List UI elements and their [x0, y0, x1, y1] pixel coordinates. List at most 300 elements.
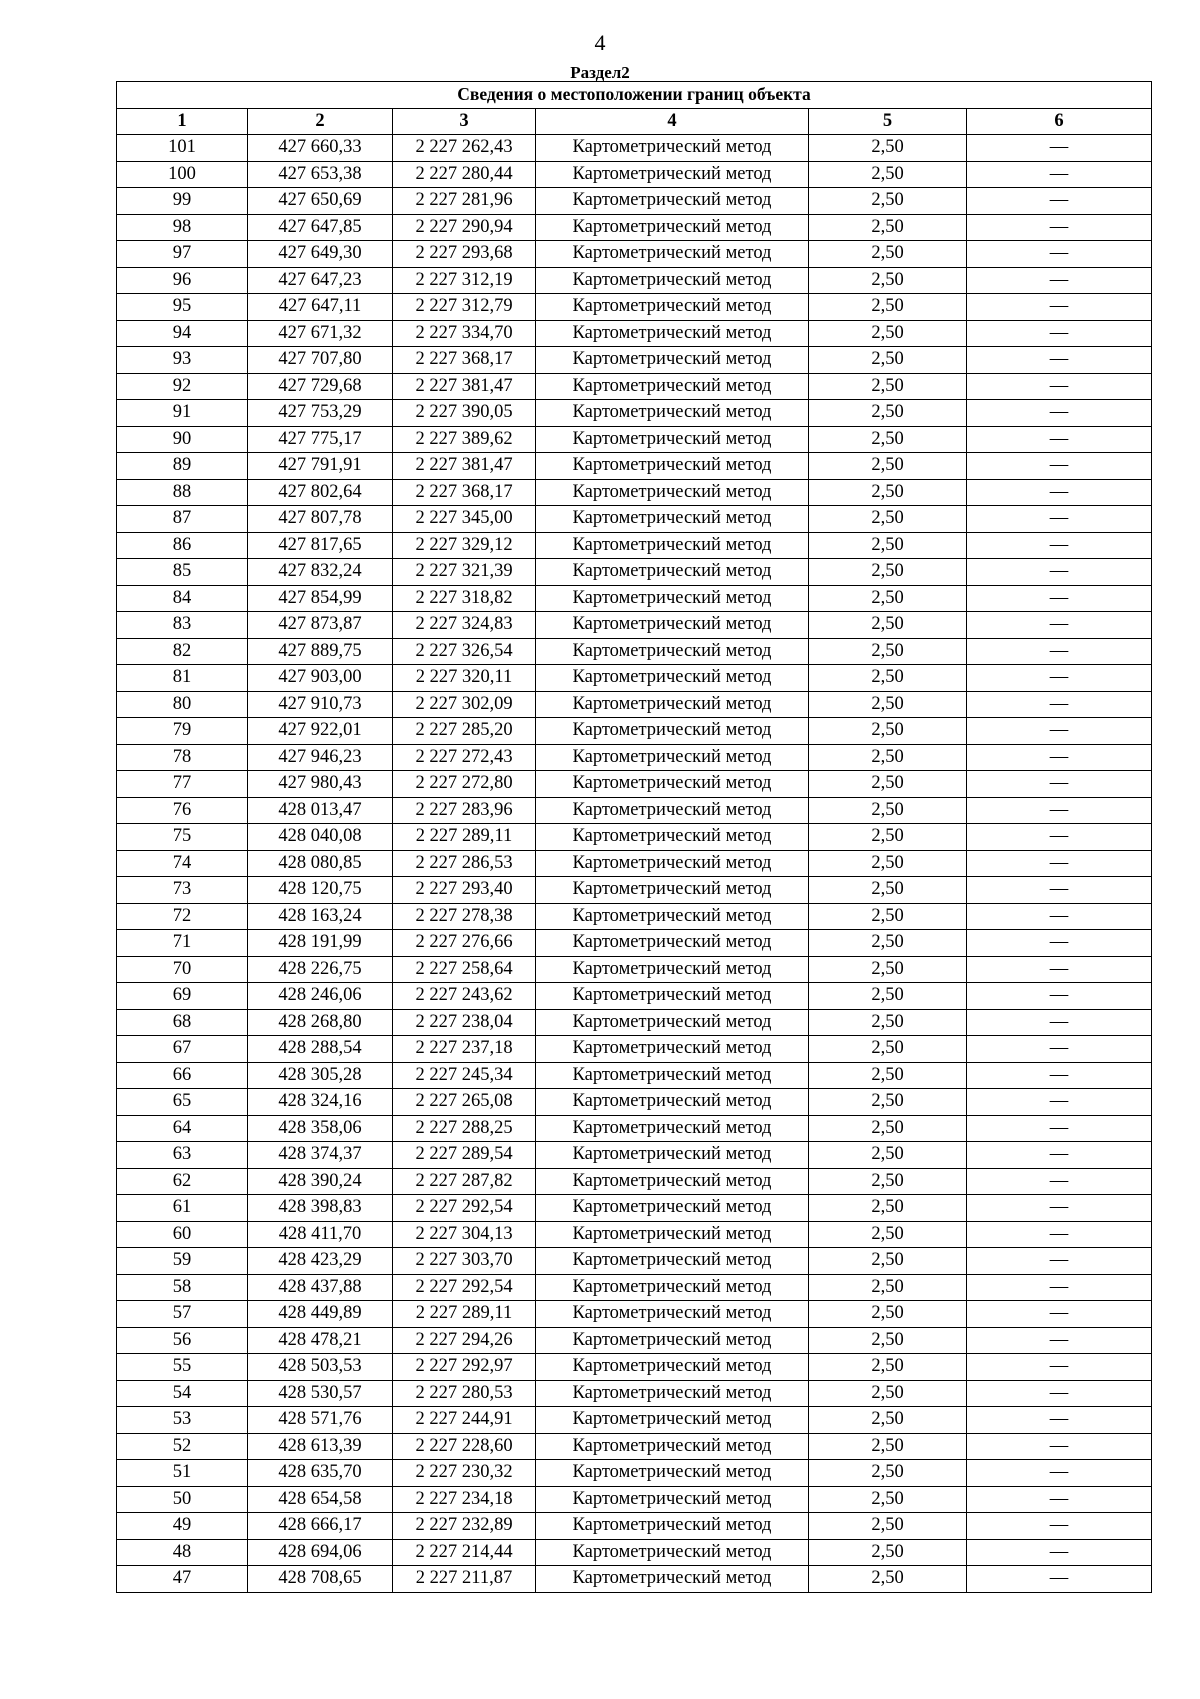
note-cell: —	[967, 744, 1152, 771]
note-cell: —	[967, 718, 1152, 745]
accuracy-cell: 2,50	[809, 1301, 967, 1328]
y-coordinate-cell: 2 227 312,19	[393, 267, 536, 294]
note-cell: —	[967, 1115, 1152, 1142]
method-cell: Картометрический метод	[536, 1248, 809, 1275]
method-cell: Картометрический метод	[536, 612, 809, 639]
table-row	[117, 400, 1152, 427]
table-row	[117, 1168, 1152, 1195]
y-coordinate-cell: 2 227 329,12	[393, 532, 536, 559]
method-cell: Картометрический метод	[536, 956, 809, 983]
x-coordinate-cell: 428 437,88	[248, 1274, 393, 1301]
accuracy-cell: 2,50	[809, 718, 967, 745]
method-cell: Картометрический метод	[536, 1513, 809, 1540]
x-coordinate-cell: 427 671,32	[248, 320, 393, 347]
point-number-cell: 101	[117, 135, 248, 162]
y-coordinate-cell: 2 227 304,13	[393, 1221, 536, 1248]
point-number-cell: 98	[117, 214, 248, 241]
x-coordinate-cell: 428 358,06	[248, 1115, 393, 1142]
y-coordinate-cell: 2 227 238,04	[393, 1009, 536, 1036]
x-coordinate-cell: 427 653,38	[248, 161, 393, 188]
y-coordinate-cell: 2 227 243,62	[393, 983, 536, 1010]
point-number-cell: 49	[117, 1513, 248, 1540]
table-row	[117, 294, 1152, 321]
table-row	[117, 1354, 1152, 1381]
note-cell: —	[967, 1301, 1152, 1328]
table-caption: Сведения о местоположении границ объекта	[117, 82, 1152, 109]
method-cell: Картометрический метод	[536, 559, 809, 586]
accuracy-cell: 2,50	[809, 1195, 967, 1222]
x-coordinate-cell: 428 305,28	[248, 1062, 393, 1089]
note-cell: —	[967, 1486, 1152, 1513]
boundary-coordinates-table	[116, 81, 1152, 1593]
column-header: 4	[536, 108, 809, 135]
note-cell: —	[967, 956, 1152, 983]
x-coordinate-cell: 428 163,24	[248, 903, 393, 930]
table-row	[117, 1301, 1152, 1328]
table-row	[117, 797, 1152, 824]
accuracy-cell: 2,50	[809, 1036, 967, 1063]
y-coordinate-cell: 2 227 280,44	[393, 161, 536, 188]
point-number-cell: 86	[117, 532, 248, 559]
point-number-cell: 94	[117, 320, 248, 347]
y-coordinate-cell: 2 227 234,18	[393, 1486, 536, 1513]
x-coordinate-cell: 427 903,00	[248, 665, 393, 692]
note-cell: —	[967, 1142, 1152, 1169]
table-row	[117, 373, 1152, 400]
note-cell: —	[967, 665, 1152, 692]
x-coordinate-cell: 428 080,85	[248, 850, 393, 877]
point-number-cell: 56	[117, 1327, 248, 1354]
point-number-cell: 90	[117, 426, 248, 453]
table-row	[117, 1380, 1152, 1407]
note-cell: —	[967, 877, 1152, 904]
table-row	[117, 426, 1152, 453]
point-number-cell: 85	[117, 559, 248, 586]
method-cell: Картометрический метод	[536, 426, 809, 453]
y-coordinate-cell: 2 227 262,43	[393, 135, 536, 162]
x-coordinate-cell: 428 694,06	[248, 1539, 393, 1566]
method-cell: Картометрический метод	[536, 1089, 809, 1116]
x-coordinate-cell: 427 649,30	[248, 241, 393, 268]
accuracy-cell: 2,50	[809, 1566, 967, 1593]
x-coordinate-cell: 428 120,75	[248, 877, 393, 904]
y-coordinate-cell: 2 227 292,54	[393, 1274, 536, 1301]
method-cell: Картометрический метод	[536, 400, 809, 427]
table-row	[117, 771, 1152, 798]
accuracy-cell: 2,50	[809, 956, 967, 983]
y-coordinate-cell: 2 227 245,34	[393, 1062, 536, 1089]
x-coordinate-cell: 427 791,91	[248, 453, 393, 480]
point-number-cell: 55	[117, 1354, 248, 1381]
x-coordinate-cell: 427 910,73	[248, 691, 393, 718]
method-cell: Картометрический метод	[536, 930, 809, 957]
table-row	[117, 1142, 1152, 1169]
column-header: 5	[809, 108, 967, 135]
table-row	[117, 1407, 1152, 1434]
method-cell: Картометрический метод	[536, 1036, 809, 1063]
point-number-cell: 79	[117, 718, 248, 745]
note-cell: —	[967, 1539, 1152, 1566]
point-number-cell: 53	[117, 1407, 248, 1434]
x-coordinate-cell: 428 013,47	[248, 797, 393, 824]
note-cell: —	[967, 347, 1152, 374]
section-title: Раздел2	[570, 63, 630, 82]
method-cell: Картометрический метод	[536, 1274, 809, 1301]
method-cell: Картометрический метод	[536, 1354, 809, 1381]
y-coordinate-cell: 2 227 302,09	[393, 691, 536, 718]
note-cell: —	[967, 903, 1152, 930]
note-cell: —	[967, 1566, 1152, 1593]
point-number-cell: 66	[117, 1062, 248, 1089]
x-coordinate-cell: 427 647,23	[248, 267, 393, 294]
method-cell: Картометрический метод	[536, 665, 809, 692]
point-number-cell: 97	[117, 241, 248, 268]
note-cell: —	[967, 532, 1152, 559]
table-row	[117, 638, 1152, 665]
x-coordinate-cell: 427 922,01	[248, 718, 393, 745]
accuracy-cell: 2,50	[809, 347, 967, 374]
x-coordinate-cell: 427 729,68	[248, 373, 393, 400]
method-cell: Картометрический метод	[536, 850, 809, 877]
accuracy-cell: 2,50	[809, 161, 967, 188]
point-number-cell: 71	[117, 930, 248, 957]
note-cell: —	[967, 930, 1152, 957]
x-coordinate-cell: 428 654,58	[248, 1486, 393, 1513]
table-header-row	[117, 108, 1152, 135]
accuracy-cell: 2,50	[809, 426, 967, 453]
accuracy-cell: 2,50	[809, 1221, 967, 1248]
table-row	[117, 1195, 1152, 1222]
note-cell: —	[967, 1433, 1152, 1460]
table-row	[117, 1433, 1152, 1460]
accuracy-cell: 2,50	[809, 1248, 967, 1275]
x-coordinate-cell: 428 191,99	[248, 930, 393, 957]
table-row	[117, 214, 1152, 241]
table-row	[117, 1513, 1152, 1540]
accuracy-cell: 2,50	[809, 1142, 967, 1169]
accuracy-cell: 2,50	[809, 612, 967, 639]
accuracy-cell: 2,50	[809, 771, 967, 798]
note-cell: —	[967, 983, 1152, 1010]
method-cell: Картометрический метод	[536, 824, 809, 851]
x-coordinate-cell: 427 889,75	[248, 638, 393, 665]
point-number-cell: 82	[117, 638, 248, 665]
x-coordinate-cell: 428 449,89	[248, 1301, 393, 1328]
note-cell: —	[967, 400, 1152, 427]
table-row	[117, 956, 1152, 983]
note-cell: —	[967, 1513, 1152, 1540]
x-coordinate-cell: 428 666,17	[248, 1513, 393, 1540]
accuracy-cell: 2,50	[809, 373, 967, 400]
point-number-cell: 58	[117, 1274, 248, 1301]
y-coordinate-cell: 2 227 321,39	[393, 559, 536, 586]
accuracy-cell: 2,50	[809, 1433, 967, 1460]
y-coordinate-cell: 2 227 244,91	[393, 1407, 536, 1434]
accuracy-cell: 2,50	[809, 691, 967, 718]
note-cell: —	[967, 1407, 1152, 1434]
note-cell: —	[967, 479, 1152, 506]
method-cell: Картометрический метод	[536, 135, 809, 162]
accuracy-cell: 2,50	[809, 532, 967, 559]
accuracy-cell: 2,50	[809, 188, 967, 215]
y-coordinate-cell: 2 227 324,83	[393, 612, 536, 639]
x-coordinate-cell: 427 753,29	[248, 400, 393, 427]
note-cell: —	[967, 612, 1152, 639]
accuracy-cell: 2,50	[809, 1089, 967, 1116]
accuracy-cell: 2,50	[809, 824, 967, 851]
method-cell: Картометрический метод	[536, 1062, 809, 1089]
accuracy-cell: 2,50	[809, 1486, 967, 1513]
y-coordinate-cell: 2 227 294,26	[393, 1327, 536, 1354]
accuracy-cell: 2,50	[809, 400, 967, 427]
accuracy-cell: 2,50	[809, 1009, 967, 1036]
point-number-cell: 65	[117, 1089, 248, 1116]
y-coordinate-cell: 2 227 286,53	[393, 850, 536, 877]
accuracy-cell: 2,50	[809, 585, 967, 612]
point-number-cell: 87	[117, 506, 248, 533]
table-row	[117, 850, 1152, 877]
column-header: 1	[117, 108, 248, 135]
x-coordinate-cell: 427 650,69	[248, 188, 393, 215]
note-cell: —	[967, 453, 1152, 480]
table-row	[117, 691, 1152, 718]
point-number-cell: 89	[117, 453, 248, 480]
note-cell: —	[967, 267, 1152, 294]
note-cell: —	[967, 559, 1152, 586]
note-cell: —	[967, 1274, 1152, 1301]
x-coordinate-cell: 428 423,29	[248, 1248, 393, 1275]
method-cell: Картометрический метод	[536, 585, 809, 612]
table-row	[117, 320, 1152, 347]
note-cell: —	[967, 1327, 1152, 1354]
method-cell: Картометрический метод	[536, 453, 809, 480]
point-number-cell: 60	[117, 1221, 248, 1248]
y-coordinate-cell: 2 227 280,53	[393, 1380, 536, 1407]
y-coordinate-cell: 2 227 389,62	[393, 426, 536, 453]
method-cell: Картометрический метод	[536, 1380, 809, 1407]
note-cell: —	[967, 373, 1152, 400]
method-cell: Картометрический метод	[536, 1407, 809, 1434]
y-coordinate-cell: 2 227 293,68	[393, 241, 536, 268]
note-cell: —	[967, 1195, 1152, 1222]
x-coordinate-cell: 427 647,11	[248, 294, 393, 321]
note-cell: —	[967, 585, 1152, 612]
y-coordinate-cell: 2 227 345,00	[393, 506, 536, 533]
accuracy-cell: 2,50	[809, 135, 967, 162]
y-coordinate-cell: 2 227 292,97	[393, 1354, 536, 1381]
y-coordinate-cell: 2 227 334,70	[393, 320, 536, 347]
note-cell: —	[967, 1168, 1152, 1195]
accuracy-cell: 2,50	[809, 479, 967, 506]
y-coordinate-cell: 2 227 381,47	[393, 453, 536, 480]
y-coordinate-cell: 2 227 211,87	[393, 1566, 536, 1593]
point-number-cell: 51	[117, 1460, 248, 1487]
method-cell: Картометрический метод	[536, 479, 809, 506]
x-coordinate-cell: 428 411,70	[248, 1221, 393, 1248]
note-cell: —	[967, 214, 1152, 241]
table-row	[117, 1089, 1152, 1116]
method-cell: Картометрический метод	[536, 903, 809, 930]
x-coordinate-cell: 428 374,37	[248, 1142, 393, 1169]
x-coordinate-cell: 427 775,17	[248, 426, 393, 453]
note-cell: —	[967, 1248, 1152, 1275]
point-number-cell: 92	[117, 373, 248, 400]
accuracy-cell: 2,50	[809, 506, 967, 533]
y-coordinate-cell: 2 227 214,44	[393, 1539, 536, 1566]
point-number-cell: 64	[117, 1115, 248, 1142]
table-row	[117, 1566, 1152, 1593]
point-number-cell: 72	[117, 903, 248, 930]
point-number-cell: 91	[117, 400, 248, 427]
method-cell: Картометрический метод	[536, 1142, 809, 1169]
y-coordinate-cell: 2 227 292,54	[393, 1195, 536, 1222]
x-coordinate-cell: 428 503,53	[248, 1354, 393, 1381]
method-cell: Картометрический метод	[536, 797, 809, 824]
y-coordinate-cell: 2 227 230,32	[393, 1460, 536, 1487]
method-cell: Картометрический метод	[536, 1327, 809, 1354]
x-coordinate-cell: 428 708,65	[248, 1566, 393, 1593]
table-row	[117, 453, 1152, 480]
point-number-cell: 47	[117, 1566, 248, 1593]
table-row	[117, 585, 1152, 612]
point-number-cell: 67	[117, 1036, 248, 1063]
y-coordinate-cell: 2 227 326,54	[393, 638, 536, 665]
table-row	[117, 612, 1152, 639]
method-cell: Картометрический метод	[536, 1221, 809, 1248]
table-row	[117, 1036, 1152, 1063]
note-cell: —	[967, 320, 1152, 347]
x-coordinate-cell: 428 246,06	[248, 983, 393, 1010]
point-number-cell: 96	[117, 267, 248, 294]
y-coordinate-cell: 2 227 290,94	[393, 214, 536, 241]
method-cell: Картометрический метод	[536, 877, 809, 904]
x-coordinate-cell: 427 873,87	[248, 612, 393, 639]
accuracy-cell: 2,50	[809, 1407, 967, 1434]
accuracy-cell: 2,50	[809, 877, 967, 904]
point-number-cell: 75	[117, 824, 248, 851]
y-coordinate-cell: 2 227 303,70	[393, 1248, 536, 1275]
x-coordinate-cell: 428 530,57	[248, 1380, 393, 1407]
table-row	[117, 161, 1152, 188]
x-coordinate-cell: 428 390,24	[248, 1168, 393, 1195]
method-cell: Картометрический метод	[536, 373, 809, 400]
point-number-cell: 59	[117, 1248, 248, 1275]
y-coordinate-cell: 2 227 281,96	[393, 188, 536, 215]
point-number-cell: 77	[117, 771, 248, 798]
accuracy-cell: 2,50	[809, 930, 967, 957]
table-row	[117, 903, 1152, 930]
note-cell: —	[967, 188, 1152, 215]
point-number-cell: 99	[117, 188, 248, 215]
method-cell: Картометрический метод	[536, 1115, 809, 1142]
table-row	[117, 532, 1152, 559]
point-number-cell: 61	[117, 1195, 248, 1222]
y-coordinate-cell: 2 227 320,11	[393, 665, 536, 692]
table-row	[117, 559, 1152, 586]
note-cell: —	[967, 426, 1152, 453]
point-number-cell: 84	[117, 585, 248, 612]
point-number-cell: 93	[117, 347, 248, 374]
table-row	[117, 135, 1152, 162]
point-number-cell: 63	[117, 1142, 248, 1169]
x-coordinate-cell: 427 807,78	[248, 506, 393, 533]
x-coordinate-cell: 427 832,24	[248, 559, 393, 586]
accuracy-cell: 2,50	[809, 267, 967, 294]
point-number-cell: 83	[117, 612, 248, 639]
table-row	[117, 877, 1152, 904]
y-coordinate-cell: 2 227 228,60	[393, 1433, 536, 1460]
x-coordinate-cell: 428 571,76	[248, 1407, 393, 1434]
method-cell: Картометрический метод	[536, 347, 809, 374]
table-row	[117, 347, 1152, 374]
accuracy-cell: 2,50	[809, 665, 967, 692]
table-row	[117, 1486, 1152, 1513]
y-coordinate-cell: 2 227 381,47	[393, 373, 536, 400]
accuracy-cell: 2,50	[809, 1115, 967, 1142]
table-row	[117, 1248, 1152, 1275]
table-row	[117, 1327, 1152, 1354]
table-row	[117, 506, 1152, 533]
table-row	[117, 1062, 1152, 1089]
table-row	[117, 479, 1152, 506]
accuracy-cell: 2,50	[809, 241, 967, 268]
note-cell: —	[967, 1380, 1152, 1407]
point-number-cell: 68	[117, 1009, 248, 1036]
page-number: 4	[594, 30, 606, 55]
note-cell: —	[967, 638, 1152, 665]
y-coordinate-cell: 2 227 289,11	[393, 824, 536, 851]
table-row	[117, 665, 1152, 692]
note-cell: —	[967, 850, 1152, 877]
point-number-cell: 88	[117, 479, 248, 506]
y-coordinate-cell: 2 227 368,17	[393, 479, 536, 506]
method-cell: Картометрический метод	[536, 161, 809, 188]
note-cell: —	[967, 824, 1152, 851]
accuracy-cell: 2,50	[809, 1513, 967, 1540]
point-number-cell: 74	[117, 850, 248, 877]
note-cell: —	[967, 691, 1152, 718]
point-number-cell: 73	[117, 877, 248, 904]
table-row	[117, 1460, 1152, 1487]
y-coordinate-cell: 2 227 390,05	[393, 400, 536, 427]
table-row	[117, 983, 1152, 1010]
y-coordinate-cell: 2 227 288,25	[393, 1115, 536, 1142]
x-coordinate-cell: 428 268,80	[248, 1009, 393, 1036]
accuracy-cell: 2,50	[809, 1380, 967, 1407]
point-number-cell: 57	[117, 1301, 248, 1328]
method-cell: Картометрический метод	[536, 1539, 809, 1566]
y-coordinate-cell: 2 227 258,64	[393, 956, 536, 983]
table-row	[117, 1009, 1152, 1036]
x-coordinate-cell: 427 854,99	[248, 585, 393, 612]
note-cell: —	[967, 797, 1152, 824]
point-number-cell: 70	[117, 956, 248, 983]
point-number-cell: 80	[117, 691, 248, 718]
x-coordinate-cell: 428 040,08	[248, 824, 393, 851]
table-caption-row	[117, 82, 1152, 109]
method-cell: Картометрический метод	[536, 983, 809, 1010]
point-number-cell: 78	[117, 744, 248, 771]
note-cell: —	[967, 1221, 1152, 1248]
note-cell: —	[967, 1036, 1152, 1063]
y-coordinate-cell: 2 227 276,66	[393, 930, 536, 957]
table-row	[117, 930, 1152, 957]
accuracy-cell: 2,50	[809, 453, 967, 480]
table-row	[117, 1274, 1152, 1301]
accuracy-cell: 2,50	[809, 744, 967, 771]
note-cell: —	[967, 1460, 1152, 1487]
table-row	[117, 1221, 1152, 1248]
